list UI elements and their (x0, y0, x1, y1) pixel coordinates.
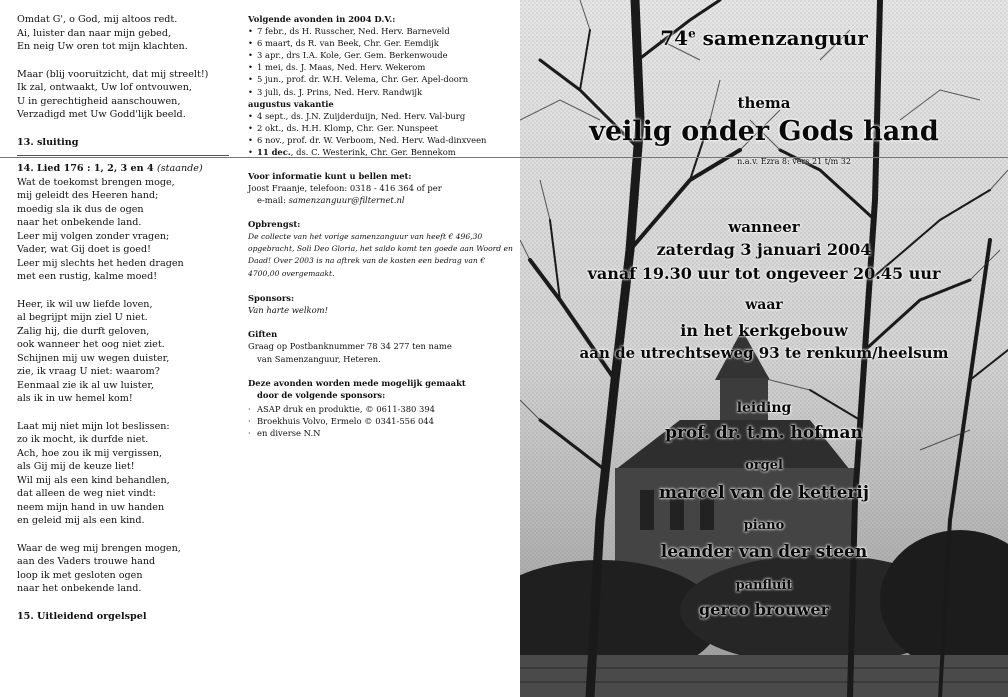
text-line: al begrijpt mijn ziel U niet. (17, 312, 148, 323)
bible-reference: n.a.v. Ezra 8: vers 21 t/m 32 (737, 157, 851, 166)
text-line: Ai, luister dan naar mijn gebed, (17, 27, 172, 39)
avonden-list-2 (248, 110, 516, 158)
wanneer-label: wanneer (728, 218, 800, 236)
panfluit-label: panfluit (735, 578, 793, 593)
leiding-name: prof. dr. t.m. hofman (665, 423, 863, 443)
text-line: En neig Uw oren tot mijn klachten. (17, 41, 188, 52)
text-line: U in gerechtigheid aanschouwen, (17, 95, 181, 107)
psalm-stanza-2 (17, 68, 229, 122)
sponsors-text: Van harte welkom! (248, 305, 328, 316)
text-line: zo ik mocht, ik durfde niet. (17, 434, 149, 445)
text-line: mij geleidt des Heeren hand; (17, 190, 159, 201)
vakantie-label: augustus vakantie (248, 98, 334, 109)
text-line: aan des Vaders trouwe hand (17, 556, 156, 567)
list-item: • 3 juli, ds. J. Prins, Ned. Herv. Randwijk (248, 86, 516, 98)
lied-title: 14. Lied 176 : 1, 2, 3 en 4 (17, 163, 154, 174)
text-line: als Gij mij de keuze liet! (17, 461, 135, 472)
text-line: Laat mij niet mijn lot beslissen: (17, 420, 170, 432)
list-item: • 5 jun., prof. dr. W.H. Velema, Chr. Ger. Apel-doorn (248, 73, 516, 85)
last-rest: , ds. C. Westerink, Chr. Ger. Bennekom (290, 147, 456, 158)
text-line: naar het onbekende land. (17, 583, 142, 594)
lied-verse-2 (17, 298, 229, 406)
text-line: Ik zal, ontwaakt, Uw lof ontvouwen, (17, 82, 192, 93)
opbrengst-text: De collecte van het vorige samenzanguur van heeft € 496,30 opgebracht, Soli Deo Gloria, het saldo komt ten goede aan Woord en Daad! Over 2003 is na aftrek van de kosten een bedrag van € 4700,00 overgemaakt. (248, 231, 513, 278)
psalm-stanza-1 (17, 13, 229, 54)
sponsors-list (248, 403, 516, 439)
list-item: • 6 maart, ds R. van Beek, Chr. Ger. Eemdijk (248, 37, 516, 49)
text-line: Heer, ik wil uw liefde loven, (17, 298, 153, 310)
text-line: loop ik met gesloten ogen (17, 569, 143, 581)
place-line-2: aan de utrechtseweg 93 te renkum/heelsum (579, 344, 949, 362)
lied-verse-1 (17, 176, 229, 284)
sponsors-heading: Sponsors: (248, 293, 295, 304)
giften-line-1: Graag op Postbanknummer 78 34 277 ten name (248, 341, 452, 352)
piano-label: piano (743, 518, 785, 533)
cover-number: 74 (660, 26, 689, 50)
text-line: met een rustig, kalme moed! (17, 271, 158, 282)
list-item: • 3 apr., drs I.A. Kole, Ger. Gem. Berkenwoude (248, 49, 516, 61)
leiding-label: leiding (736, 400, 792, 416)
info-section (248, 170, 516, 206)
sluiting-heading: 13. sluiting (17, 136, 79, 148)
giften-line-2: van Samenzanguur, Heteren. (257, 353, 381, 364)
info-heading: Voor informatie kunt u bellen met: (248, 171, 412, 182)
info-email-prefix: e-mail: (257, 195, 289, 206)
text-line: Vader, wat Gij doet is goed! (17, 244, 151, 255)
sponsors-section (248, 292, 516, 316)
mede-heading-2: door de volgende sponsors: (257, 389, 386, 400)
avonden-list (248, 25, 516, 98)
fold-line (0, 157, 1008, 158)
mede-section (248, 377, 516, 439)
list-item: • 2 okt., ds. H.H. Klomp, Chr. Ger. Nunspeet (248, 122, 516, 134)
text-line: als ik in uw hemel kom! (17, 393, 133, 404)
event-date: zaterdag 3 januari 2004 (656, 240, 872, 259)
cover-page (520, 0, 1008, 697)
cover-text (520, 0, 1008, 697)
thema-title: veilig onder Gods hand (589, 116, 939, 147)
piano-name: leander van der steen (660, 542, 868, 562)
text-line: Eenmaal zie ik al uw luister, (17, 379, 154, 391)
orgel-name: marcel van de ketterij (659, 483, 869, 503)
text-line: Wil mij als een kind behandlen, (17, 474, 170, 486)
text-line: Waar de weg mij brengen mogen, (17, 542, 181, 554)
text-line: moedig sla ik dus de ogen (17, 203, 144, 215)
opbrengst-heading: Opbrengst: (248, 219, 301, 230)
orgel-label: orgel (745, 458, 783, 473)
giften-section (248, 328, 516, 364)
list-item: • 7 febr., ds H. Russcher, Ned. Herv. Barneveld (248, 25, 516, 37)
middle-column (232, 0, 520, 697)
cover-number-sup: e (688, 26, 696, 41)
list-item: · Broekhuis Volvo, Ermelo © 0341-556 044 (248, 415, 516, 427)
orgelspel-heading: 15. Uitleidend orgelspel (17, 610, 147, 622)
divider (17, 155, 229, 156)
cover-title (520, 26, 1008, 50)
text-line: en geleid mij als een kind. (17, 515, 145, 526)
list-item: • 4 sept., ds. J.N. Zuijderduijn, Ned. Herv. Val-burg (248, 110, 516, 122)
text-line: Leer mij volgen zonder vragen; (17, 230, 170, 242)
text-line: zie, ik vraag U niet: waarom? (17, 366, 160, 377)
text-line: Schijnen mij uw wegen duister, (17, 352, 170, 364)
text-line: Wat de toekomst brengen moge, (17, 176, 175, 188)
text-line: Maar (blij vooruitzicht, dat mij streelt!) (17, 68, 209, 80)
list-item: · en diverse N.N (248, 427, 516, 439)
event-time: vanaf 19.30 uur tot ongeveer 20.45 uur (587, 264, 941, 283)
left-column (0, 0, 232, 697)
info-text (248, 13, 516, 439)
text-line: ook wanneer het oog niet ziet. (17, 339, 165, 350)
psalm-text (17, 13, 229, 623)
waar-label: waar (745, 297, 783, 313)
cover-title-text: samenzanguur (702, 26, 868, 50)
info-email[interactable]: samenzanguur@filternet.nl (288, 195, 405, 206)
place-line-1: in het kerkgebouw (680, 321, 848, 340)
text-line: Ach, hoe zou ik mij vergissen, (17, 447, 163, 459)
text-line: Omdat G', o God, mij altoos redt. (17, 14, 178, 25)
lied-heading (17, 162, 229, 176)
info-line-2 (248, 194, 516, 206)
panfluit-name: gerco brouwer (698, 600, 830, 619)
text-line: Leer mij slechts het heden dragen (17, 257, 184, 269)
text-line: Zalig hij, die durft geloven, (17, 325, 150, 337)
lied-verse-3 (17, 420, 229, 528)
last-date: 11 dec. (257, 147, 291, 158)
text-line: Verzadigd met Uw Godd'lijk beeld. (17, 109, 186, 120)
opbrengst-section (248, 218, 516, 280)
thema-label: thema (737, 94, 791, 112)
avonden-heading: Volgende avonden in 2004 D.V.: (248, 14, 396, 24)
lied-verse-4 (17, 542, 229, 596)
info-line-1: Joost Fraanje, telefoon: 0318 - 416 364 of per (248, 183, 442, 194)
mede-heading-1: Deze avonden worden mede mogelijk gemaakt (248, 377, 466, 388)
text-line: dat alleen de weg niet vindt: (17, 488, 156, 499)
text-line: naar het onbekende land. (17, 217, 142, 228)
list-item: • 1 mei, ds. J. Maas, Ned. Herv. Wekerom (248, 61, 516, 73)
list-item: · ASAP druk en produktie, © 0611-380 394 (248, 403, 516, 415)
text-line: neem mijn hand in uw handen (17, 501, 165, 513)
list-item: • 6 nov., prof. dr. W. Verboom, Ned. Herv. Wad-dinxveen (248, 134, 516, 146)
giften-heading: Giften (248, 329, 278, 340)
lied-staande: (staande) (157, 163, 203, 174)
